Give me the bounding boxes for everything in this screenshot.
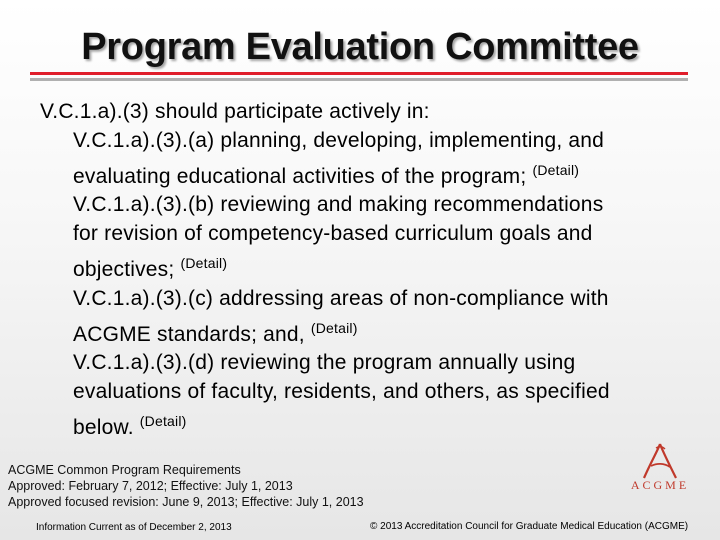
- title-underline-red: [30, 72, 688, 75]
- item-c: [40, 285, 690, 350]
- item-b: [40, 191, 690, 284]
- footer-line-1: ACGME Common Program Requirements: [8, 463, 241, 477]
- item-d-line-2: evaluations of faculty, residents, and others, as specified: [73, 380, 610, 404]
- item-b-line-1: V.C.1.a).(3).(b) reviewing and making recommendations: [73, 193, 604, 217]
- info-current-text: Information Current as of December 2, 2013: [36, 522, 232, 533]
- item-a-line-1: V.C.1.a).(3).(a) planning, developing, implementing, and: [73, 128, 605, 152]
- lead-text: V.C.1.a).(3) should participate actively in:: [40, 100, 430, 123]
- item-b-line-2: for revision of competency-based curriculum goals and: [73, 222, 593, 246]
- slide-title: Program Evaluation Committee: [81, 26, 639, 68]
- requirements-footer: [8, 462, 364, 510]
- item-d-detail-link[interactable]: (Detail): [139, 412, 187, 429]
- item-c-line-2: ACGME standards; and,: [73, 322, 305, 346]
- title-underline-gray: [30, 78, 688, 81]
- acgme-logo-text: ACGME: [630, 478, 690, 492]
- footer-line-3: Approved focused revision: June 9, 2013; Effective: July 1, 2013: [8, 495, 364, 509]
- footer-line-2: Approved: February 7, 2012; Effective: July 1, 2013: [8, 479, 293, 493]
- item-c-detail-link[interactable]: (Detail): [310, 319, 358, 336]
- item-d: [40, 349, 690, 442]
- item-a-line-2: evaluating educational activities of the program;: [73, 164, 527, 188]
- slide-body: [40, 98, 690, 443]
- item-d-line-3: below.: [73, 415, 134, 439]
- item-b-line-3: objectives;: [73, 257, 175, 281]
- item-d-line-1: V.C.1.a).(3).(d) reviewing the program annually using: [73, 351, 576, 375]
- copyright-text: © 2013 Accreditation Council for Graduate Medical Education (ACGME): [370, 521, 689, 532]
- item-b-detail-link[interactable]: (Detail): [180, 254, 228, 271]
- item-c-line-1: V.C.1.a).(3).(c) addressing areas of non-compliance with: [73, 286, 609, 310]
- item-a: [40, 127, 690, 192]
- item-a-detail-link[interactable]: (Detail): [532, 161, 580, 178]
